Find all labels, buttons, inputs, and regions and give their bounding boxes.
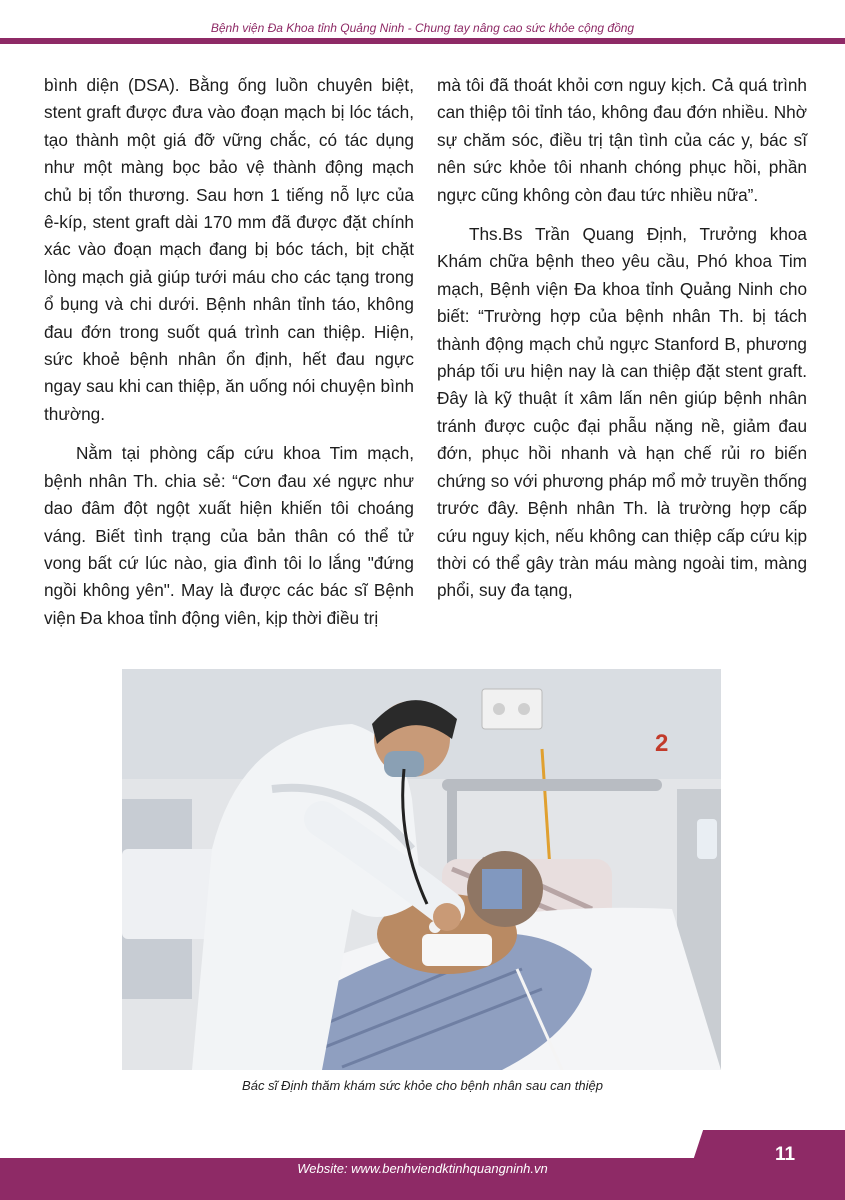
photo-illustration: [122, 669, 721, 1070]
article-right-column: [437, 72, 807, 617]
article-left-column: [44, 72, 414, 644]
page-number: 11: [774, 1144, 796, 1165]
paragraph: Ths.Bs Trần Quang Định, Trưởng khoa Khám chữa bệnh theo yêu cầu, Phó khoa Tim mạch, Bệnh viện Đa khoa tỉnh Quảng Ninh cho biết: “Trường hợp của bệnh nhân Th. bị tách thành động mạch chủ ngực Stanford B, phương pháp tối ưu hiện nay là can thiệp đặt stent graft. Đây là kỹ thuật ít xâm lấn nên giúp bệnh nhân tránh được cuộc đại phẫu nặng nề, giảm đau đớn, phục hồi nhanh và hạn chế rủi ro biến chứng so với phương pháp mổ mở truyền thống trước đây. Bệnh nhân Th. là trường hợp cấp cứu nguy kịch, nếu không can thiệp cấp cứu kịp thời có thể gây tràn máu màng ngoài tim, màng phổi, suy đa tạng,: [437, 224, 807, 601]
paragraph: mà tôi đã thoát khỏi cơn nguy kịch. Cả quá trình can thiệp tôi tỉnh táo, không đau đớn nhiều. Nhờ sự chăm sóc, điều trị tận tình của các y, bác sĩ nên sức khỏe tôi nhanh chóng phục hồi, phần ngực cũng không còn đau tức nhiều nữa”.: [437, 75, 807, 205]
page-header: [0, 0, 845, 40]
wall-number: 2: [655, 730, 669, 757]
paragraph: Nằm tại phòng cấp cứu khoa Tim mạch, bệnh nhân Th. chia sẻ: “Cơn đau xé ngực như dao đâm đột ngột xuất hiện khiến tôi choáng váng. Biết tình trạng của bản thân có thể tử vong bất cứ lúc nào, gia đình tôi lo lắng "đứng ngồi không yên". May là được các bác sĩ Bệnh viện Đa khoa tỉnh động viên, kịp thời điều trị: [44, 443, 414, 628]
footer-website[interactable]: Website: www.benhviendktinhquangninh.vn: [297, 1161, 548, 1176]
header-band: [0, 38, 845, 44]
article-photo: [122, 669, 721, 1070]
photo-caption: Bác sĩ Định thăm khám sức khỏe cho bệnh nhân sau can thiệp: [242, 1078, 603, 1093]
paragraph: bình diện (DSA). Bằng ống luồn chuyên biệt, stent graft được đưa vào đoạn mạch bị lóc tách, tạo thành một giá đỡ vững chắc, có tác dụng như một màng bọc bảo vệ thành động mạch chủ bị tổn thương. Sau hơn 1 tiếng nỗ lực của ê-kíp, stent graft dài 170 mm đã được đặt chính xác vào đoạn mạch đang bị bóc tách, bịt chặt lòng mạch giả giúp tưới máu cho các tạng trong ổ bụng và chi dưới. Bệnh nhân tỉnh táo, không đau đớn trong suốt quá trình can thiệp. Hiện, sức khoẻ bệnh nhân ổn định, hết đau ngực ngay sau khi can thiệp, ăn uống nói chuyện bình thường.: [44, 75, 414, 424]
header-title: Bệnh viện Đa Khoa tỉnh Quảng Ninh - Chung tay nâng cao sức khỏe cộng đồng: [210, 21, 635, 35]
